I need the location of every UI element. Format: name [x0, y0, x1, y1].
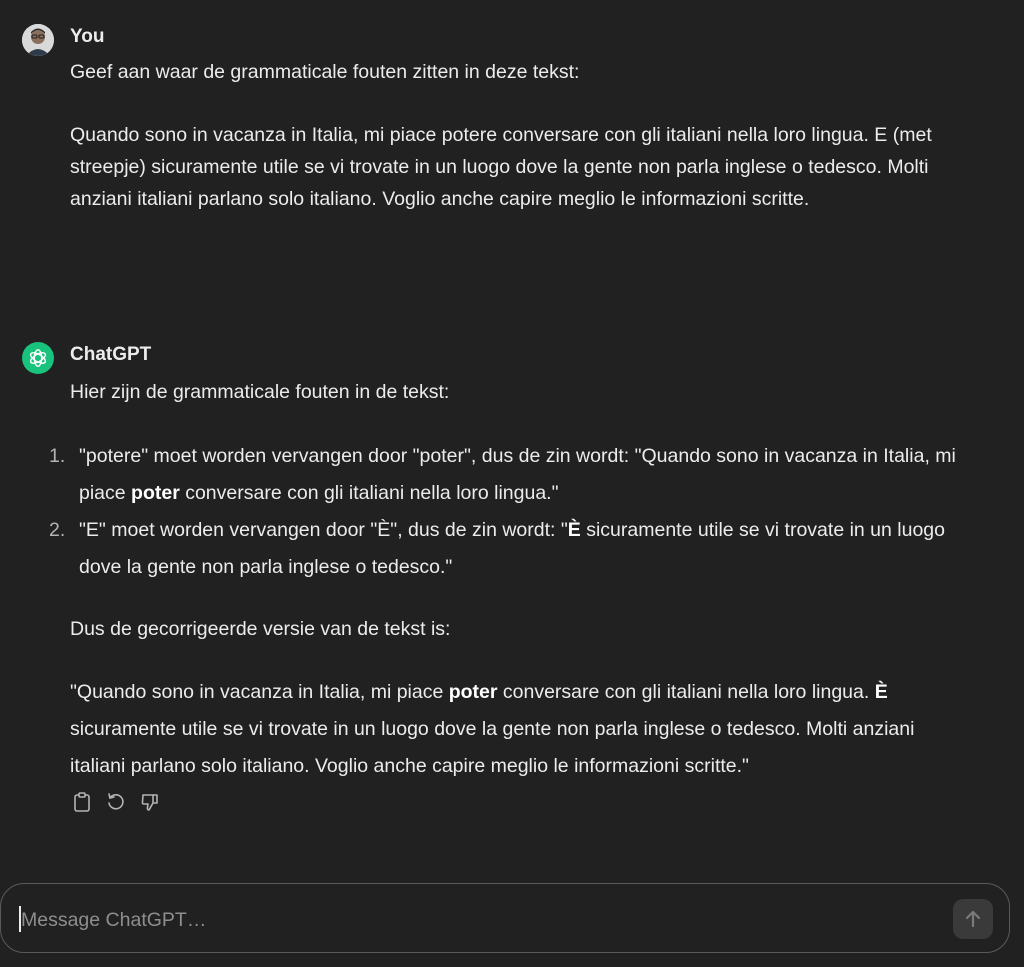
regenerate-icon	[106, 792, 126, 812]
fix-text: "E" moet worden vervangen door "È", dus de zin wordt: "	[79, 519, 568, 541]
thumbs-down-button[interactable]	[140, 792, 160, 812]
fixes-list	[49, 438, 970, 586]
fix-bold: È	[567, 519, 581, 541]
message-composer	[0, 883, 1010, 953]
assistant-intro: Hier zijn de grammaticale fouten in de tekst:	[70, 381, 450, 403]
corrected-part: "Quando sono in vacanza in Italia, mi piace	[70, 681, 449, 703]
list-item	[49, 512, 970, 586]
fix-text: conversare con gli italiani nella loro lingua."	[179, 482, 559, 504]
assistant-message-text	[49, 374, 970, 785]
message-actions	[72, 792, 160, 812]
fix-bold: poter	[131, 482, 180, 504]
corrected-bold: poter	[448, 681, 498, 703]
text-cursor	[19, 906, 21, 932]
fix-text: "potere" moet worden vervangen door "poter", dus de zin wordt: "Quando sono in vacanza in Italia, mi piace	[79, 445, 956, 504]
corrected-part: conversare con gli italiani nella loro lingua.	[497, 681, 875, 703]
list-number: 2.	[49, 519, 66, 541]
corrected-text	[70, 674, 970, 785]
corrected-bold: È	[874, 681, 888, 703]
fix-text: sicuramente utile se vi trovate in un luogo dove la gente non parla inglese o tedesco."	[79, 519, 945, 578]
arrow-up-icon	[963, 909, 983, 929]
user-message-paragraph: Quando sono in vacanza in Italia, mi piace potere conversare con gli italiani nella loro lingua. E (met streepje) sicuramente utile se vi trovate in un luogo dove la gente non parla inglese o tedesco. Molti anziani italiani parlano solo italiano. Voglio anche capire meglio le informazioni scritte.	[70, 124, 932, 210]
regenerate-button[interactable]	[106, 792, 126, 812]
chatgpt-logo-icon	[22, 342, 54, 374]
assistant-summary: Dus de gecorrigeerde versie van de tekst is:	[70, 618, 451, 640]
send-button[interactable]	[953, 899, 993, 939]
list-number: 1.	[49, 445, 66, 467]
copy-button[interactable]	[72, 792, 92, 812]
user-avatar	[22, 24, 54, 56]
message-input[interactable]	[19, 904, 923, 936]
corrected-part: sicuramente utile se vi trovate in un luogo dove la gente non parla inglese o tedesco. Molti anziani italiani parlano solo italiano. Voglio anche capire meglio le informazioni scritte."	[70, 718, 915, 777]
list-item	[49, 438, 970, 512]
user-author-name: You	[70, 26, 105, 47]
assistant-author-name: ChatGPT	[70, 344, 152, 365]
thumbs-down-icon	[140, 792, 160, 812]
user-message-line: Geef aan waar de grammaticale fouten zitten in deze tekst:	[70, 61, 580, 83]
user-message-text	[70, 56, 970, 215]
clipboard-icon	[73, 792, 91, 812]
